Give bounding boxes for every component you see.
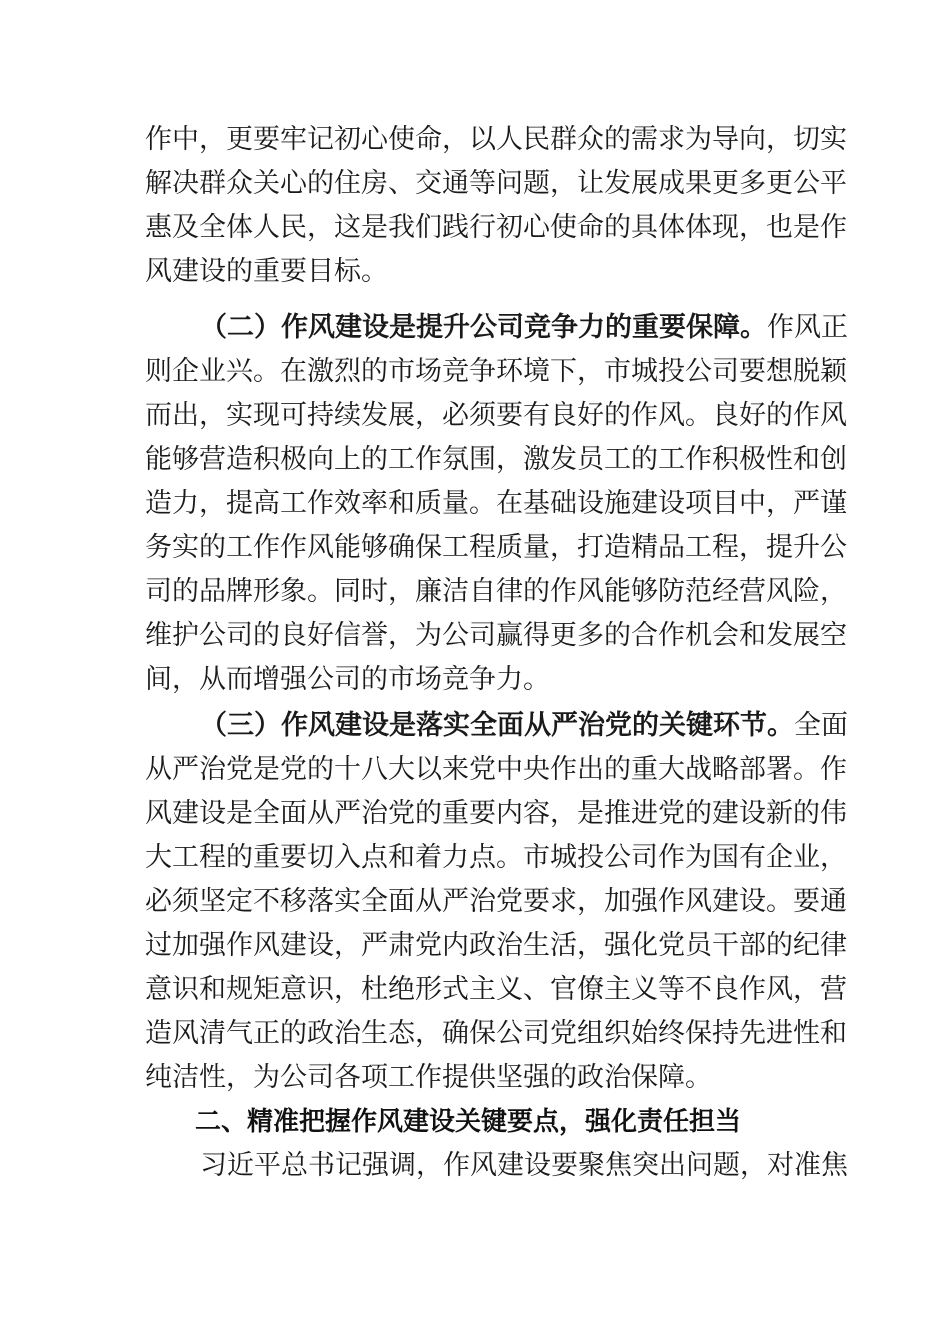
body-text-line: 意识和规矩意识，杜绝形式主义、官僚主义等不良作风，营 <box>145 974 847 1005</box>
body-text-line: 大工程的重要切入点和着力点。市城投公司作为国有企业， <box>145 842 847 873</box>
body-text-line: 风建设是全面从严治党的重要内容，是推进党的建设新的伟 <box>145 798 847 829</box>
body-text-line: 造力，提高工作效率和质量。在基础设施建设项目中，严谨 <box>145 488 847 519</box>
body-text-line: 解决群众关心的住房、交通等问题，让发展成果更多更公平 <box>145 168 847 199</box>
body-text-line: 务实的工作作风能够确保工程质量，打造精品工程，提升公 <box>145 532 847 563</box>
subsection-lead-line <box>200 306 848 350</box>
subsection-lead-line <box>200 704 848 748</box>
body-text-line: 必须坚定不移落实全面从严治党要求，加强作风建设。要通 <box>145 886 847 917</box>
body-text-line: 过加强作风建设，严肃党内政治生活，强化党员干部的纪律 <box>145 930 847 961</box>
subsection-title: （三）作风建设是落实全面从严治党的关键环节。 <box>200 710 794 741</box>
body-text-line: 风建设的重要目标。 <box>145 256 388 287</box>
body-text-line: 习近平总书记强调，作风建设要聚焦突出问题，对准焦 <box>200 1150 848 1181</box>
body-text-line: 惠及全体人民，这是我们践行初心使命的具体体现，也是作 <box>145 212 847 243</box>
body-text-line: 造风清气正的政治生态，确保公司党组织始终保持先进性和 <box>145 1018 847 1049</box>
body-text-line: 维护公司的良好信誉，为公司赢得更多的合作机会和发展空 <box>145 620 847 651</box>
body-text-line: 能够营造积极向上的工作氛围，激发员工的工作积极性和创 <box>145 444 847 475</box>
body-text-line: 而出，实现可持续发展，必须要有良好的作风。良好的作风 <box>145 400 847 431</box>
body-text-line: 从严治党是党的十八大以来党中央作出的重大战略部署。作 <box>145 754 847 785</box>
body-text-line: 作中，更要牢记初心使命，以人民群众的需求为导向，切实 <box>145 124 847 155</box>
subsection-title: （二）作风建设是提升公司竞争力的重要保障。 <box>200 312 767 343</box>
body-text-line: 间，从而增强公司的市场竞争力。 <box>145 664 550 695</box>
body-text-line: 则企业兴。在激烈的市场竞争环境下，市城投公司要想脱颖 <box>145 356 847 387</box>
body-text-line: 纯洁性，为公司各项工作提供坚强的政治保障。 <box>145 1062 712 1093</box>
section-heading: 二、精准把握作风建设关键要点，强化责任担当 <box>195 1107 742 1137</box>
body-text-line: 司的品牌形象。同时，廉洁自律的作风能够防范经营风险， <box>145 576 847 607</box>
body-text-fragment: 全面 <box>794 710 848 741</box>
body-text-fragment: 作风正 <box>767 312 848 343</box>
